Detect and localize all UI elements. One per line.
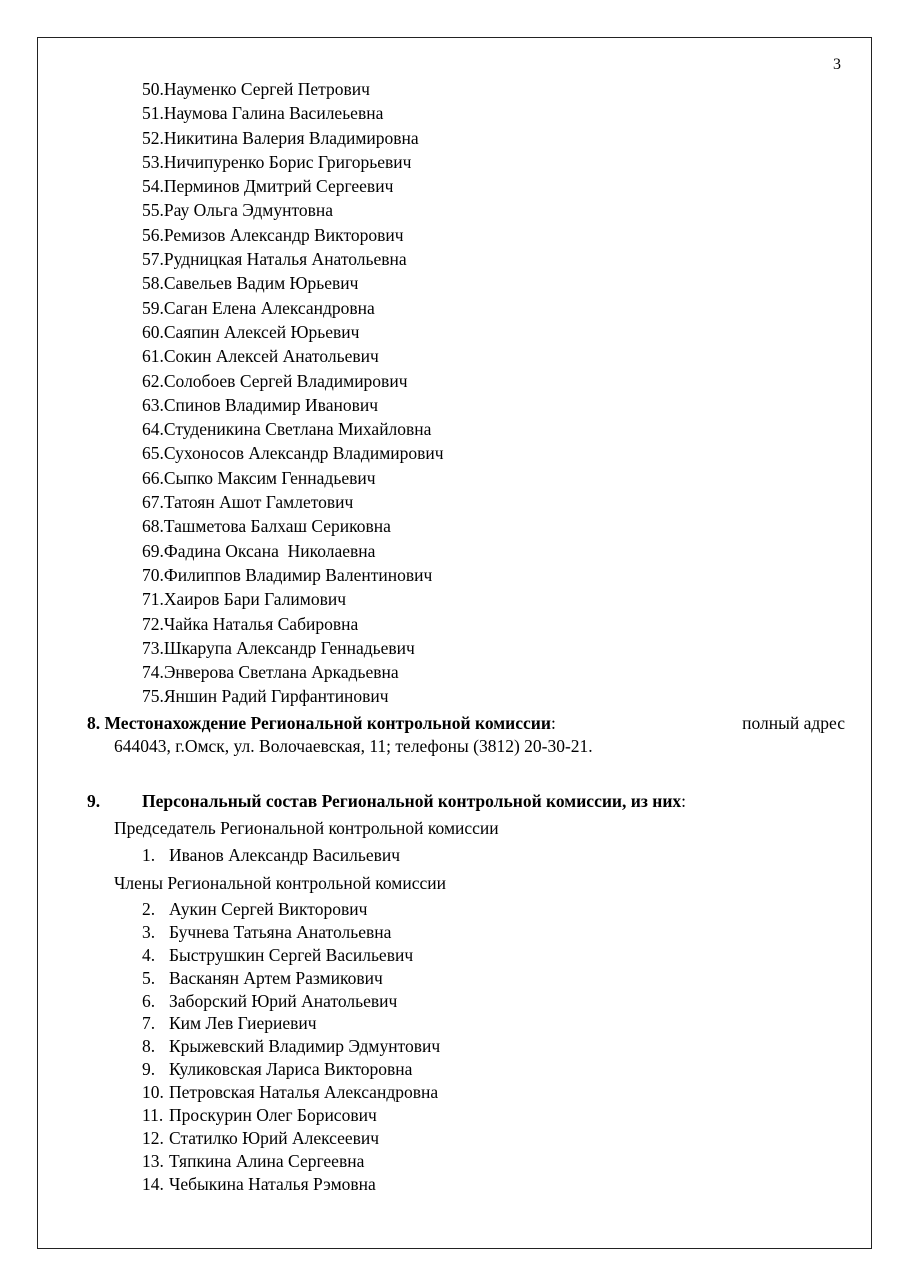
list-item <box>142 150 444 174</box>
list-item <box>142 466 444 490</box>
list-item <box>142 344 444 368</box>
list-item <box>142 660 444 684</box>
list-item <box>142 296 444 320</box>
section-8-colon: : <box>550 713 556 733</box>
item-number: 6. <box>142 990 156 1011</box>
section-9-number: 9. <box>87 791 101 811</box>
list-item <box>142 1058 440 1081</box>
item-name: Рау Ольга Эдмунтовна <box>163 200 334 221</box>
item-number: 55. <box>142 200 164 221</box>
item-name: Заборский Юрий Анатольевич <box>169 990 398 1011</box>
list-item <box>142 1173 440 1196</box>
item-number: 72. <box>142 613 164 634</box>
item-number: 2. <box>142 899 156 919</box>
item-number: 74. <box>142 662 164 683</box>
item-number: 61. <box>142 346 164 367</box>
item-number: 14. <box>142 1173 164 1194</box>
item-name: Петровская Наталья Александровна <box>169 1082 439 1103</box>
list-item <box>142 684 444 708</box>
item-name: Ремизов Александр Викторович <box>163 224 404 245</box>
list-item <box>142 539 444 563</box>
item-number: 53. <box>142 151 164 172</box>
item-number: 70. <box>142 564 164 585</box>
item-number: 11. <box>142 1105 164 1126</box>
item-number: 9. <box>142 1059 156 1080</box>
members-list <box>142 898 440 1196</box>
list-item <box>142 1035 440 1058</box>
item-number: 10. <box>142 1082 164 1103</box>
section-8-number: 8. <box>87 713 101 733</box>
item-name: Солобоев Сергей Владимирович <box>163 370 408 391</box>
item-number: 73. <box>142 637 164 658</box>
item-name: Аукин Сергей Викторович <box>169 899 368 919</box>
list-item <box>142 441 444 465</box>
item-name: Науменко Сергей Петрович <box>163 79 370 99</box>
item-number: 51. <box>142 103 164 124</box>
list-item <box>142 320 444 344</box>
section-9-colon: : <box>681 791 687 811</box>
members-label: Члены Региональной контрольной комиссии <box>114 873 446 893</box>
item-number: 68. <box>142 516 164 537</box>
item-name: Энверова Светлана Аркадьевна <box>163 662 399 683</box>
item-number: 65. <box>142 443 164 464</box>
list-item <box>142 990 440 1013</box>
item-number: 58. <box>142 273 164 294</box>
list-item <box>142 612 444 636</box>
item-number: 57. <box>142 249 164 270</box>
item-name: Рудницкая Наталья Анатольевна <box>163 249 407 270</box>
item-name: Сокин Алексей Анатольевич <box>163 346 379 367</box>
item-number: 4. <box>142 944 156 965</box>
section-8-address: 644043, г.Омск, ул. Волочаевская, 11; телефоны (3812) 20-30-21. <box>114 736 593 756</box>
item-name: Тяпкина Алина Сергеевна <box>169 1150 365 1171</box>
list-item <box>142 921 440 944</box>
item-name: Сухоносов Александр Владимирович <box>163 443 444 464</box>
item-number: 50. <box>142 79 164 99</box>
item-number: 69. <box>142 540 164 561</box>
section-9-heading <box>87 789 686 813</box>
item-number: 13. <box>142 1150 164 1171</box>
list-item <box>142 967 440 990</box>
list-item <box>142 198 444 222</box>
section-9-title: Персональный состав Региональной контрольной комиссии, из них <box>142 791 682 811</box>
item-name: Васканян Артем Размикович <box>169 967 383 988</box>
list-item <box>142 490 444 514</box>
list-item <box>142 514 444 538</box>
list-item <box>142 101 444 125</box>
item-name: Савельев Вадим Юрьевич <box>163 273 359 294</box>
list-item <box>142 1081 440 1104</box>
item-name: Яншин Радий Гирфантинович <box>163 686 389 707</box>
list-item <box>142 223 444 247</box>
item-name: Фадина Оксана Николаевна <box>163 540 376 561</box>
item-name: Крыжевский Владимир Эдмунтович <box>169 1036 441 1057</box>
item-number: 63. <box>142 394 164 415</box>
list-item <box>142 77 444 101</box>
item-number: 67. <box>142 492 164 513</box>
page-number: 3 <box>833 56 841 73</box>
item-number: 8. <box>142 1036 156 1057</box>
list-item <box>142 126 444 150</box>
item-number: 71. <box>142 589 164 610</box>
item-number: 52. <box>142 127 164 148</box>
item-name: Наумова Галина Василеьевна <box>163 103 384 124</box>
item-number: 56. <box>142 224 164 245</box>
item-name: Саяпин Алексей Юрьевич <box>163 321 360 342</box>
list-item <box>142 369 444 393</box>
item-name: Студеникина Светлана Михайловна <box>163 419 432 440</box>
item-name: Спинов Владимир Иванович <box>163 394 379 415</box>
item-name: Ташметова Балхаш Сериковна <box>163 516 391 537</box>
item-name: Хаиров Бари Галимович <box>163 589 347 610</box>
members-list-continued <box>142 77 444 709</box>
list-item <box>142 587 444 611</box>
item-name: Ким Лев Гиериевич <box>169 1013 317 1034</box>
list-item <box>142 271 444 295</box>
item-name: Чайка Наталья Сабировна <box>163 613 359 634</box>
item-name: Бучнева Татьяна Анатольевна <box>169 921 392 942</box>
item-name: Шкарупа Александр Геннадьевич <box>163 637 415 658</box>
item-number: 7. <box>142 1013 156 1034</box>
list-item <box>142 944 440 967</box>
item-number: 54. <box>142 176 164 197</box>
item-number: 12. <box>142 1127 164 1148</box>
item-number: 75. <box>142 686 164 707</box>
list-item <box>142 898 440 921</box>
list-item <box>142 1104 440 1127</box>
item-number: 62. <box>142 370 164 391</box>
item-name: Проскурин Олег Борисович <box>169 1105 377 1126</box>
item-name: Чебыкина Наталья Рэмовна <box>169 1173 376 1194</box>
list-item <box>142 844 400 867</box>
section-8-address-label: полный адрес <box>742 713 845 733</box>
item-name: Сыпко Максим Геннадьевич <box>163 467 376 488</box>
item-number: 3. <box>142 921 156 942</box>
section-8-heading <box>87 711 845 735</box>
item-number: 1. <box>142 845 156 865</box>
item-name: Филиппов Владимир Валентинович <box>163 564 433 585</box>
chair-list <box>142 844 400 867</box>
list-item <box>142 1127 440 1150</box>
item-name: Ничипуренко Борис Григорьевич <box>163 151 412 172</box>
item-name: Татоян Ашот Гамлетович <box>163 492 354 513</box>
item-name: Никитина Валерия Владимировна <box>163 127 419 148</box>
item-name: Куликовская Лариса Викторовна <box>169 1059 413 1080</box>
list-item <box>142 247 444 271</box>
item-name: Быструшкин Сергей Васильевич <box>169 944 414 965</box>
list-item <box>142 1012 440 1035</box>
list-item <box>142 1150 440 1173</box>
item-number: 59. <box>142 297 164 318</box>
item-name: Статилко Юрий Алексеевич <box>169 1127 380 1148</box>
list-item <box>142 174 444 198</box>
chair-label: Председатель Региональной контрольной комиссии <box>114 818 499 838</box>
item-number: 66. <box>142 467 164 488</box>
item-number: 64. <box>142 419 164 440</box>
list-item <box>142 636 444 660</box>
list-item <box>142 417 444 441</box>
item-name: Иванов Александр Васильевич <box>169 845 401 865</box>
item-name: Саган Елена Александровна <box>163 297 375 318</box>
list-item <box>142 563 444 587</box>
section-8-title: Местонахождение Региональной контрольной комиссии <box>104 713 551 733</box>
item-name: Перминов Дмитрий Сергеевич <box>163 176 394 197</box>
list-item <box>142 393 444 417</box>
item-number: 60. <box>142 321 164 342</box>
item-number: 5. <box>142 967 156 988</box>
